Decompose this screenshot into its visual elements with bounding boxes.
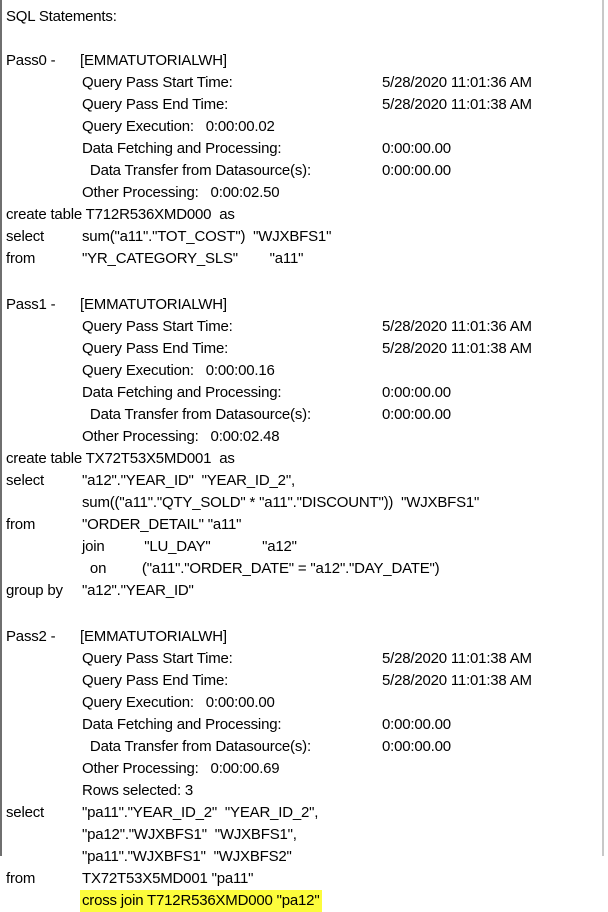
pass-database: [EMMATUTORIALWH] <box>80 296 227 313</box>
sql-body: "a12"."YEAR_ID" "YEAR_ID_2", <box>82 472 295 489</box>
highlighted-sql-line: cross join T712R536XMD000 "pa12" <box>80 890 322 912</box>
stat-label: Query Execution: 0:00:00.02 <box>82 118 275 135</box>
sql-body: "YR_CATEGORY_SLS" "a11" <box>82 250 304 267</box>
stat-value: 5/28/2020 11:01:38 AM <box>382 650 532 667</box>
sql-keyword: create table TX72T53X5MD001 as <box>6 450 235 467</box>
sql-keyword: group by <box>6 582 63 599</box>
stat-label: Query Execution: 0:00:00.00 <box>82 694 275 711</box>
stat-label: Query Pass End Time: <box>82 672 229 689</box>
sql-keyword: from <box>6 516 36 533</box>
stat-value: 0:00:00.00 <box>382 162 451 179</box>
stat-label: Data Transfer from Datasource(s): <box>82 406 311 423</box>
stat-label: Data Transfer from Datasource(s): <box>82 162 311 179</box>
stat-value: 0:00:00.00 <box>382 406 451 423</box>
stat-value: 5/28/2020 11:01:38 AM <box>382 672 532 689</box>
stat-value: 0:00:00.00 <box>382 738 451 755</box>
stat-label: Query Pass Start Time: <box>82 74 233 91</box>
sql-keyword: select <box>6 472 44 489</box>
sql-body: join "LU_DAY" "a12" <box>82 538 297 555</box>
stat-label: Query Pass End Time: <box>82 340 229 357</box>
stat-label: Data Transfer from Datasource(s): <box>82 738 311 755</box>
sql-body: "a12"."YEAR_ID" <box>82 582 194 599</box>
stat-value: 0:00:00.00 <box>382 384 451 401</box>
stat-label: Other Processing: 0:00:02.48 <box>82 428 280 445</box>
sql-body: TX72T53X5MD001 "pa11" <box>82 870 254 887</box>
sql-body: "pa12"."WJXBFS1" "WJXBFS1", <box>82 826 297 843</box>
sql-body: "pa11"."YEAR_ID_2" "YEAR_ID_2", <box>82 804 319 821</box>
pass-database: [EMMATUTORIALWH] <box>80 628 227 645</box>
sql-body: on ("a11"."ORDER_DATE" = "a12"."DAY_DATE") <box>82 560 440 577</box>
sql-body: sum("a11"."TOT_COST") "WJXBFS1" <box>82 228 332 245</box>
stat-label: Query Pass Start Time: <box>82 650 233 667</box>
stat-value: 5/28/2020 11:01:36 AM <box>382 318 532 335</box>
stat-label: Data Fetching and Processing: <box>82 140 282 157</box>
stat-label: Query Pass End Time: <box>82 96 229 113</box>
pass-label: Pass2 - <box>6 628 56 645</box>
sql-body: "pa11"."WJXBFS1" "WJXBFS2" <box>82 848 292 865</box>
stat-label: Data Fetching and Processing: <box>82 384 282 401</box>
stat-label: Other Processing: 0:00:00.69 <box>82 760 280 777</box>
sql-keyword: select <box>6 804 44 821</box>
stat-value: 5/28/2020 11:01:36 AM <box>382 74 532 91</box>
pass-label: Pass0 - <box>6 52 56 69</box>
sql-keyword: create table T712R536XMD000 as <box>6 206 235 223</box>
stat-value: 5/28/2020 11:01:38 AM <box>382 96 532 113</box>
sql-body: sum(("a11"."QTY_SOLD" * "a11"."DISCOUNT")) "WJXBFS1" <box>82 494 480 511</box>
pass-label: Pass1 - <box>6 296 56 313</box>
sql-keyword: from <box>6 250 36 267</box>
stat-label: Data Fetching and Processing: <box>82 716 282 733</box>
panel-header: SQL Statements: <box>6 8 117 25</box>
stat-value: 0:00:00.00 <box>382 140 451 157</box>
stat-label: Rows selected: 3 <box>82 782 194 799</box>
pass-database: [EMMATUTORIALWH] <box>80 52 227 69</box>
stat-value: 5/28/2020 11:01:38 AM <box>382 340 532 357</box>
stat-label: Other Processing: 0:00:02.50 <box>82 184 280 201</box>
sql-keyword: from <box>6 870 36 887</box>
stat-label: Query Execution: 0:00:00.16 <box>82 362 275 379</box>
stat-value: 0:00:00.00 <box>382 716 451 733</box>
stat-label: Query Pass Start Time: <box>82 318 233 335</box>
sql-keyword: select <box>6 228 44 245</box>
sql-body: "ORDER_DETAIL" "a11" <box>82 516 242 533</box>
